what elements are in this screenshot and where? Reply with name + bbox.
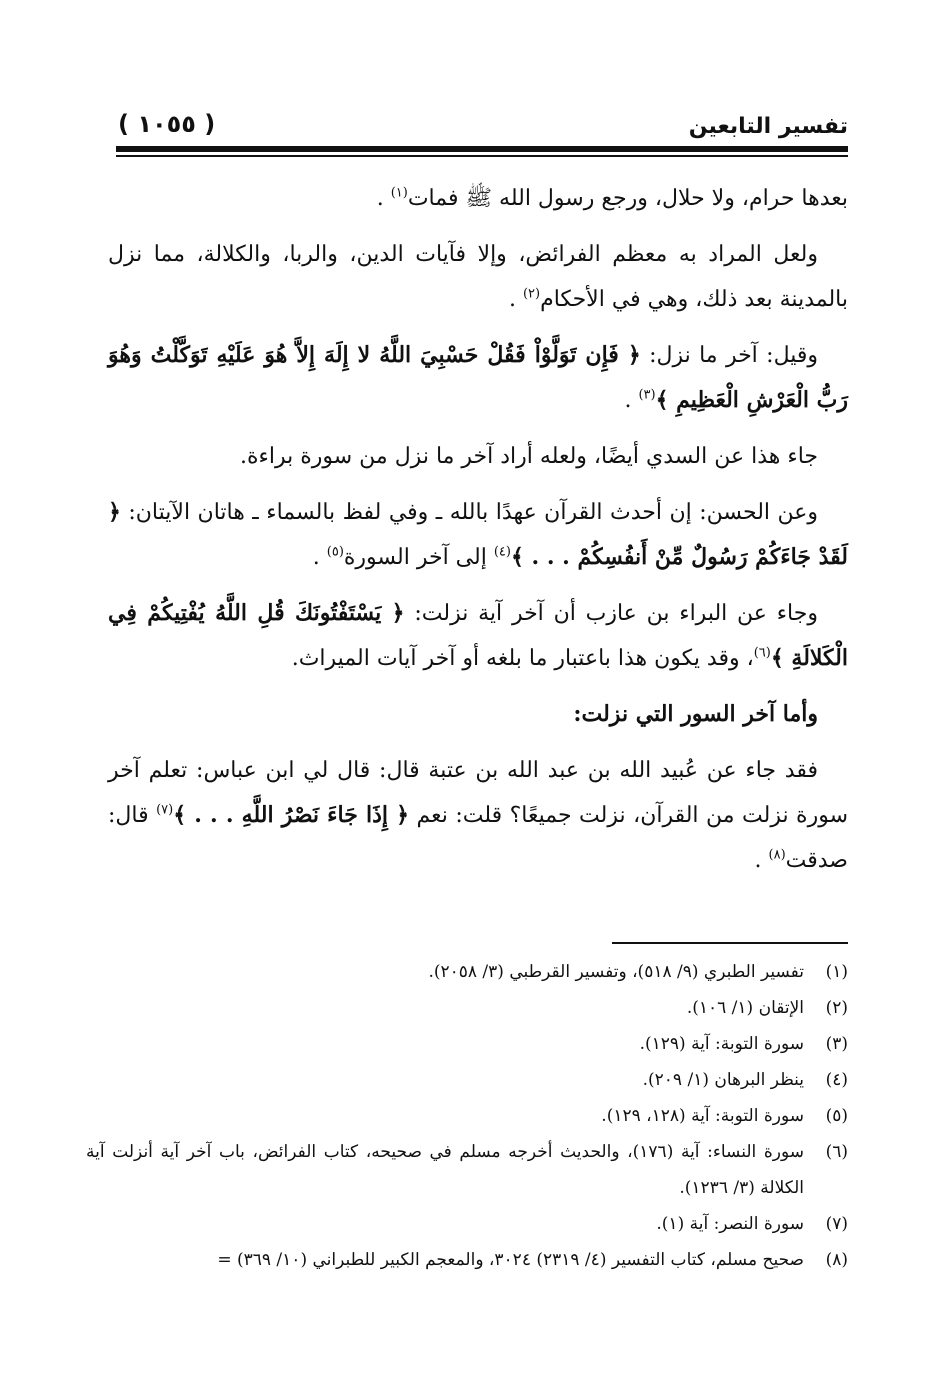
footnote-number: (٦) — [825, 1142, 848, 1162]
page-header — [118, 108, 848, 142]
paragraph-text: ولعل المراد به معظم الفرائض، وإلا فآيات الدين، والربا، والكلالة، مما نزل بالمدينة بعد ذلك، وهي في الأحكام — [108, 242, 848, 312]
paragraph-7 — [108, 748, 848, 883]
paragraph-4 — [108, 434, 848, 479]
paragraph-lead: وجاء عن البراء بن عازب أن آخر آية نزلت: — [404, 601, 818, 626]
footnote-text: سورة النساء: آية (١٧٦)، والحديث أخرجه مسلم في صحيحه، كتاب الفرائض، باب آخر آية أنزلت آية الكلالة (٣/ ١٢٣٦). — [86, 1142, 805, 1198]
footnote-number: (٥) — [825, 1106, 848, 1126]
footnote-item — [86, 990, 848, 1026]
footnote-text: صحيح مسلم، كتاب التفسير (٤/ ٢٣١٩) ٣٠٢٤، والمعجم الكبير للطبراني (١٠/ ٣٦٩) = — [217, 1250, 804, 1270]
paragraph-tail: . — [312, 545, 327, 570]
footnote-text: سورة التوبة: آية (١٢٨، ١٢٩). — [601, 1106, 804, 1126]
paragraph-tail: . — [376, 186, 391, 211]
footnote-number: (٤) — [825, 1070, 848, 1090]
quran-verse: ﴿ يَسْتَفْتُونَكَ قُلِ اللَّهُ يُفْتِيكُمْ فِي الْكَلالَةِ ﴾ — [108, 600, 848, 671]
footnote-item — [86, 1026, 848, 1062]
main-text — [108, 176, 848, 894]
paragraph-lead: وعن الحسن: إن أحدث القرآن عهدًا بالله ـ وفي لفظ بالسماء ـ هاتان الآيتان: — [120, 500, 818, 525]
paragraph-2 — [108, 232, 848, 322]
paragraph-text: جاء هذا عن السدي أيضًا، ولعله أراد آخر ما نزل من سورة براءة. — [240, 444, 818, 469]
paragraph-tail: . — [508, 287, 523, 312]
footnote-ref-6[interactable]: (٦) — [753, 645, 771, 661]
section-heading: وأما آخر السور التي نزلت: — [573, 701, 818, 727]
footnote-ref-4[interactable]: (٤) — [493, 544, 511, 560]
paragraph-tail: قال: صدقت — [108, 803, 848, 873]
paragraph-lead: وقيل: آخر ما نزل: — [640, 343, 819, 368]
footnote-number: (١) — [825, 962, 848, 982]
footnote-item — [86, 1134, 848, 1206]
footnote-ref-8[interactable]: (٨) — [768, 847, 786, 863]
paragraph-lead: فقد جاء عن عُبيد الله بن عبد الله بن عتبة قال: قال لي ابن عباس: تعلم آخر سورة نزلت من القرآن، نزلت جميعًا؟ قلت: نعم — [108, 758, 849, 828]
quran-verse: ﴿ فَإِن تَوَلَّوْاْ فَقُلْ حَسْبِيَ اللَّهُ لا إِلَهَ إِلاَّ هُوَ عَلَيْهِ تَوَكَّلْتُ وَهُوَ رَبُّ الْعَرْشِ الْعَظِيمِ ﴾ — [108, 342, 848, 413]
quran-verse: ﴿ لَقَدْ جَاءَكُمْ رَسُولٌ مِّنْ أَنفُسِكُمْ . . . ﴾ — [108, 499, 848, 570]
page-number: ( ١٠٥٥ ) — [118, 110, 216, 138]
footnote-number: (٧) — [825, 1214, 848, 1234]
footnote-text: ينظر البرهان (١/ ٢٠٩). — [642, 1070, 804, 1090]
running-title: تفسير التابعين — [688, 114, 848, 139]
footnote-item — [86, 1062, 848, 1098]
footnote-ref-2[interactable]: (٢) — [522, 286, 541, 302]
footnote-text: الإتقان (١/ ١٠٦). — [686, 998, 804, 1018]
paragraph-5 — [108, 490, 848, 580]
paragraph-1 — [108, 176, 848, 221]
footnote-ref-5[interactable]: (٥) — [326, 544, 344, 560]
paragraph-tail: . — [754, 848, 769, 873]
paragraph-6 — [108, 591, 848, 681]
footnote-ref-3[interactable]: (٣) — [638, 387, 656, 403]
footnote-number: (٨) — [825, 1250, 848, 1270]
footnote-item — [86, 954, 848, 990]
paragraph-3 — [108, 333, 848, 423]
paragraph-tail: ، وقد يكون هذا باعتبار ما بلغه أو آخر آيات الميراث. — [291, 646, 754, 671]
footnote-ref-7[interactable]: (٧) — [156, 802, 174, 818]
footnote-ref-1[interactable]: (١) — [390, 185, 408, 201]
paragraph-tail: إلى آخر السورة — [343, 545, 494, 570]
footnote-text: تفسير الطبري (٩/ ٥١٨)، وتفسير القرطبي (٣/ ٢٠٥٨). — [428, 962, 804, 982]
paragraph-text: بعدها حرام، ولا حلال، ورجع رسول الله ﷺ فمات — [407, 186, 848, 211]
footnote-separator — [612, 942, 848, 944]
footnotes — [86, 954, 848, 1278]
footnote-number: (٢) — [825, 998, 848, 1018]
footnote-text: سورة النصر: آية (١). — [656, 1214, 804, 1234]
quran-verse: ﴿ إِذَا جَاءَ نَصْرُ اللَّهِ . . . ﴾ — [173, 802, 410, 828]
footnote-item — [86, 1098, 848, 1134]
paragraph-tail: . — [624, 388, 639, 413]
footnote-number: (٣) — [825, 1034, 848, 1054]
header-rule-thick — [116, 146, 848, 152]
header-rule-thin — [116, 155, 848, 157]
footnote-item — [86, 1206, 848, 1242]
footnote-text: سورة التوبة: آية (١٢٩). — [639, 1034, 804, 1054]
footnote-item — [86, 1242, 848, 1278]
